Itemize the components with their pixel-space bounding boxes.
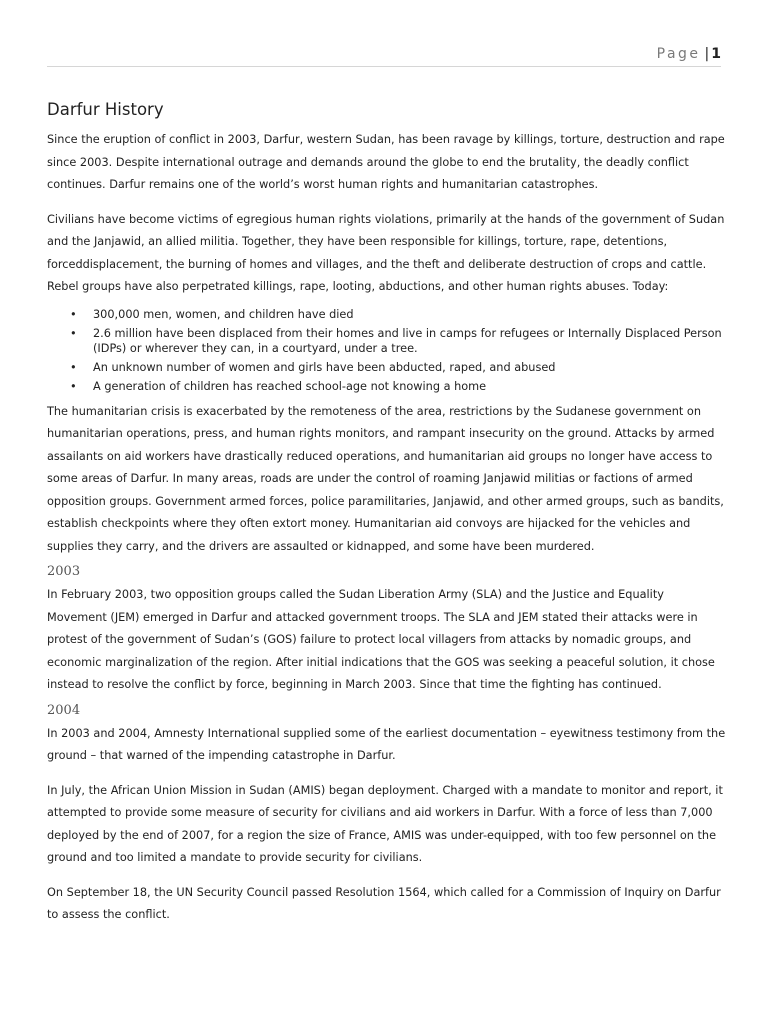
crisis-paragraph: The humanitarian crisis is exacerbated by the remoteness of the area, restrictions by the Sudanese government on humanitarian operations, press, and human rights monitors, and rampant insecurity on the ground. Attacks by armed assailants on aid workers have drastically reduced operations, and humanitarian aid groups no longer have access to some areas of Darfur. In many areas, roads are under the control of roaming Janjawid militias or factions of armed opposition groups. Government armed forces, police paramilitaries, Janjawid, and other armed groups, such as bandits, establish checkpoints where they often extort money. Humanitarian aid convoys are hijacked for the vehicles and supplies they carry, and the drivers are assaulted or kidnapped, and some have been murdered. (47, 404, 724, 553)
section-2003-paragraph: In February 2003, two opposition groups called the Sudan Liberation Army (SLA) and the Justice and Equality Movement (JEM) emerged in Darfur and attacked government troops. The SLA and JEM stated their attacks were in protest of the government of Sudan’s (GOS) failure to protect local villagers from attacks by nomadic groups, and economic marginalization of the region. After initial indications that the GOS was seeking a peaceful solution, it chose instead to resolve the conflict by force, beginning in March 2003. Since that time the fighting has continued. (47, 588, 715, 691)
list-item: • 300,000 men, women, and children have died (47, 307, 727, 322)
section-heading-2004: 2004 (47, 702, 81, 718)
intro-paragraph-1: Since the eruption of conflict in 2003, Darfur, western Sudan, has been ravage by killings, torture, destruction and rape since 2003. Despite international outrage and demands around the globe to end the brutality, the deadly conflict continues. Darfur remains one of the world’s worst human rights and humanitarian catastrophes. (47, 133, 725, 191)
list-item: • An unknown number of women and girls have been abducted, raped, and abused (47, 360, 727, 375)
section-2004-paragraph-3: On September 18, the UN Security Council passed Resolution 1564, which called for a Commission of Inquiry on Darfur to assess the conflict. (47, 885, 721, 921)
page-separator: | (704, 46, 710, 62)
section-heading-2003: 2003 (47, 564, 81, 579)
intro-paragraph-2: Civilians have become victims of egregious human rights violations, primarily at the hands of the government of Sudan and the Janjawid, an allied militia. Together, they have been responsible for killings, torture, rape, detentions, forceddisplacement, the burning of homes and villages, and the theft and deliberate destruction of crops and cattle. Rebel groups have also perpetrated killings, rape, looting, abductions, and other human rights abuses. Today: (47, 212, 725, 293)
section-2004-paragraph-1: In 2003 and 2004, Amnesty International supplied some of the earliest documentation – eyewitness testimony from the ground – that warned of the impending catastrophe in Darfur. (47, 726, 726, 762)
page-label: Page (656, 46, 701, 62)
section-2004-paragraph-2: In July, the African Union Mission in Sudan (AMIS) began deployment. Charged with a mandate to monitor and report, it attempted to provide some measure of security for civilians and aid workers in Darfur. With a force of less than 7,000 deployed by the end of 2007, for a region the size of France, AMIS was under-equipped, with too few personnel on the ground and too limited a mandate to provide security for civilians. (47, 783, 723, 864)
document-body (47, 100, 727, 939)
page-header (47, 44, 721, 67)
page-number-label (657, 46, 721, 62)
document-title: Darfur History (47, 100, 164, 119)
page-number: 1 (711, 46, 721, 62)
list-item: • A generation of children has reached school-age not knowing a home (47, 379, 727, 394)
facts-list (47, 307, 727, 394)
list-item: • 2.6 million have been displaced from their homes and live in camps for refugees or Internally Displaced Person (IDPs) or wherever they can, in a courtyard, under a tree. (47, 326, 727, 356)
